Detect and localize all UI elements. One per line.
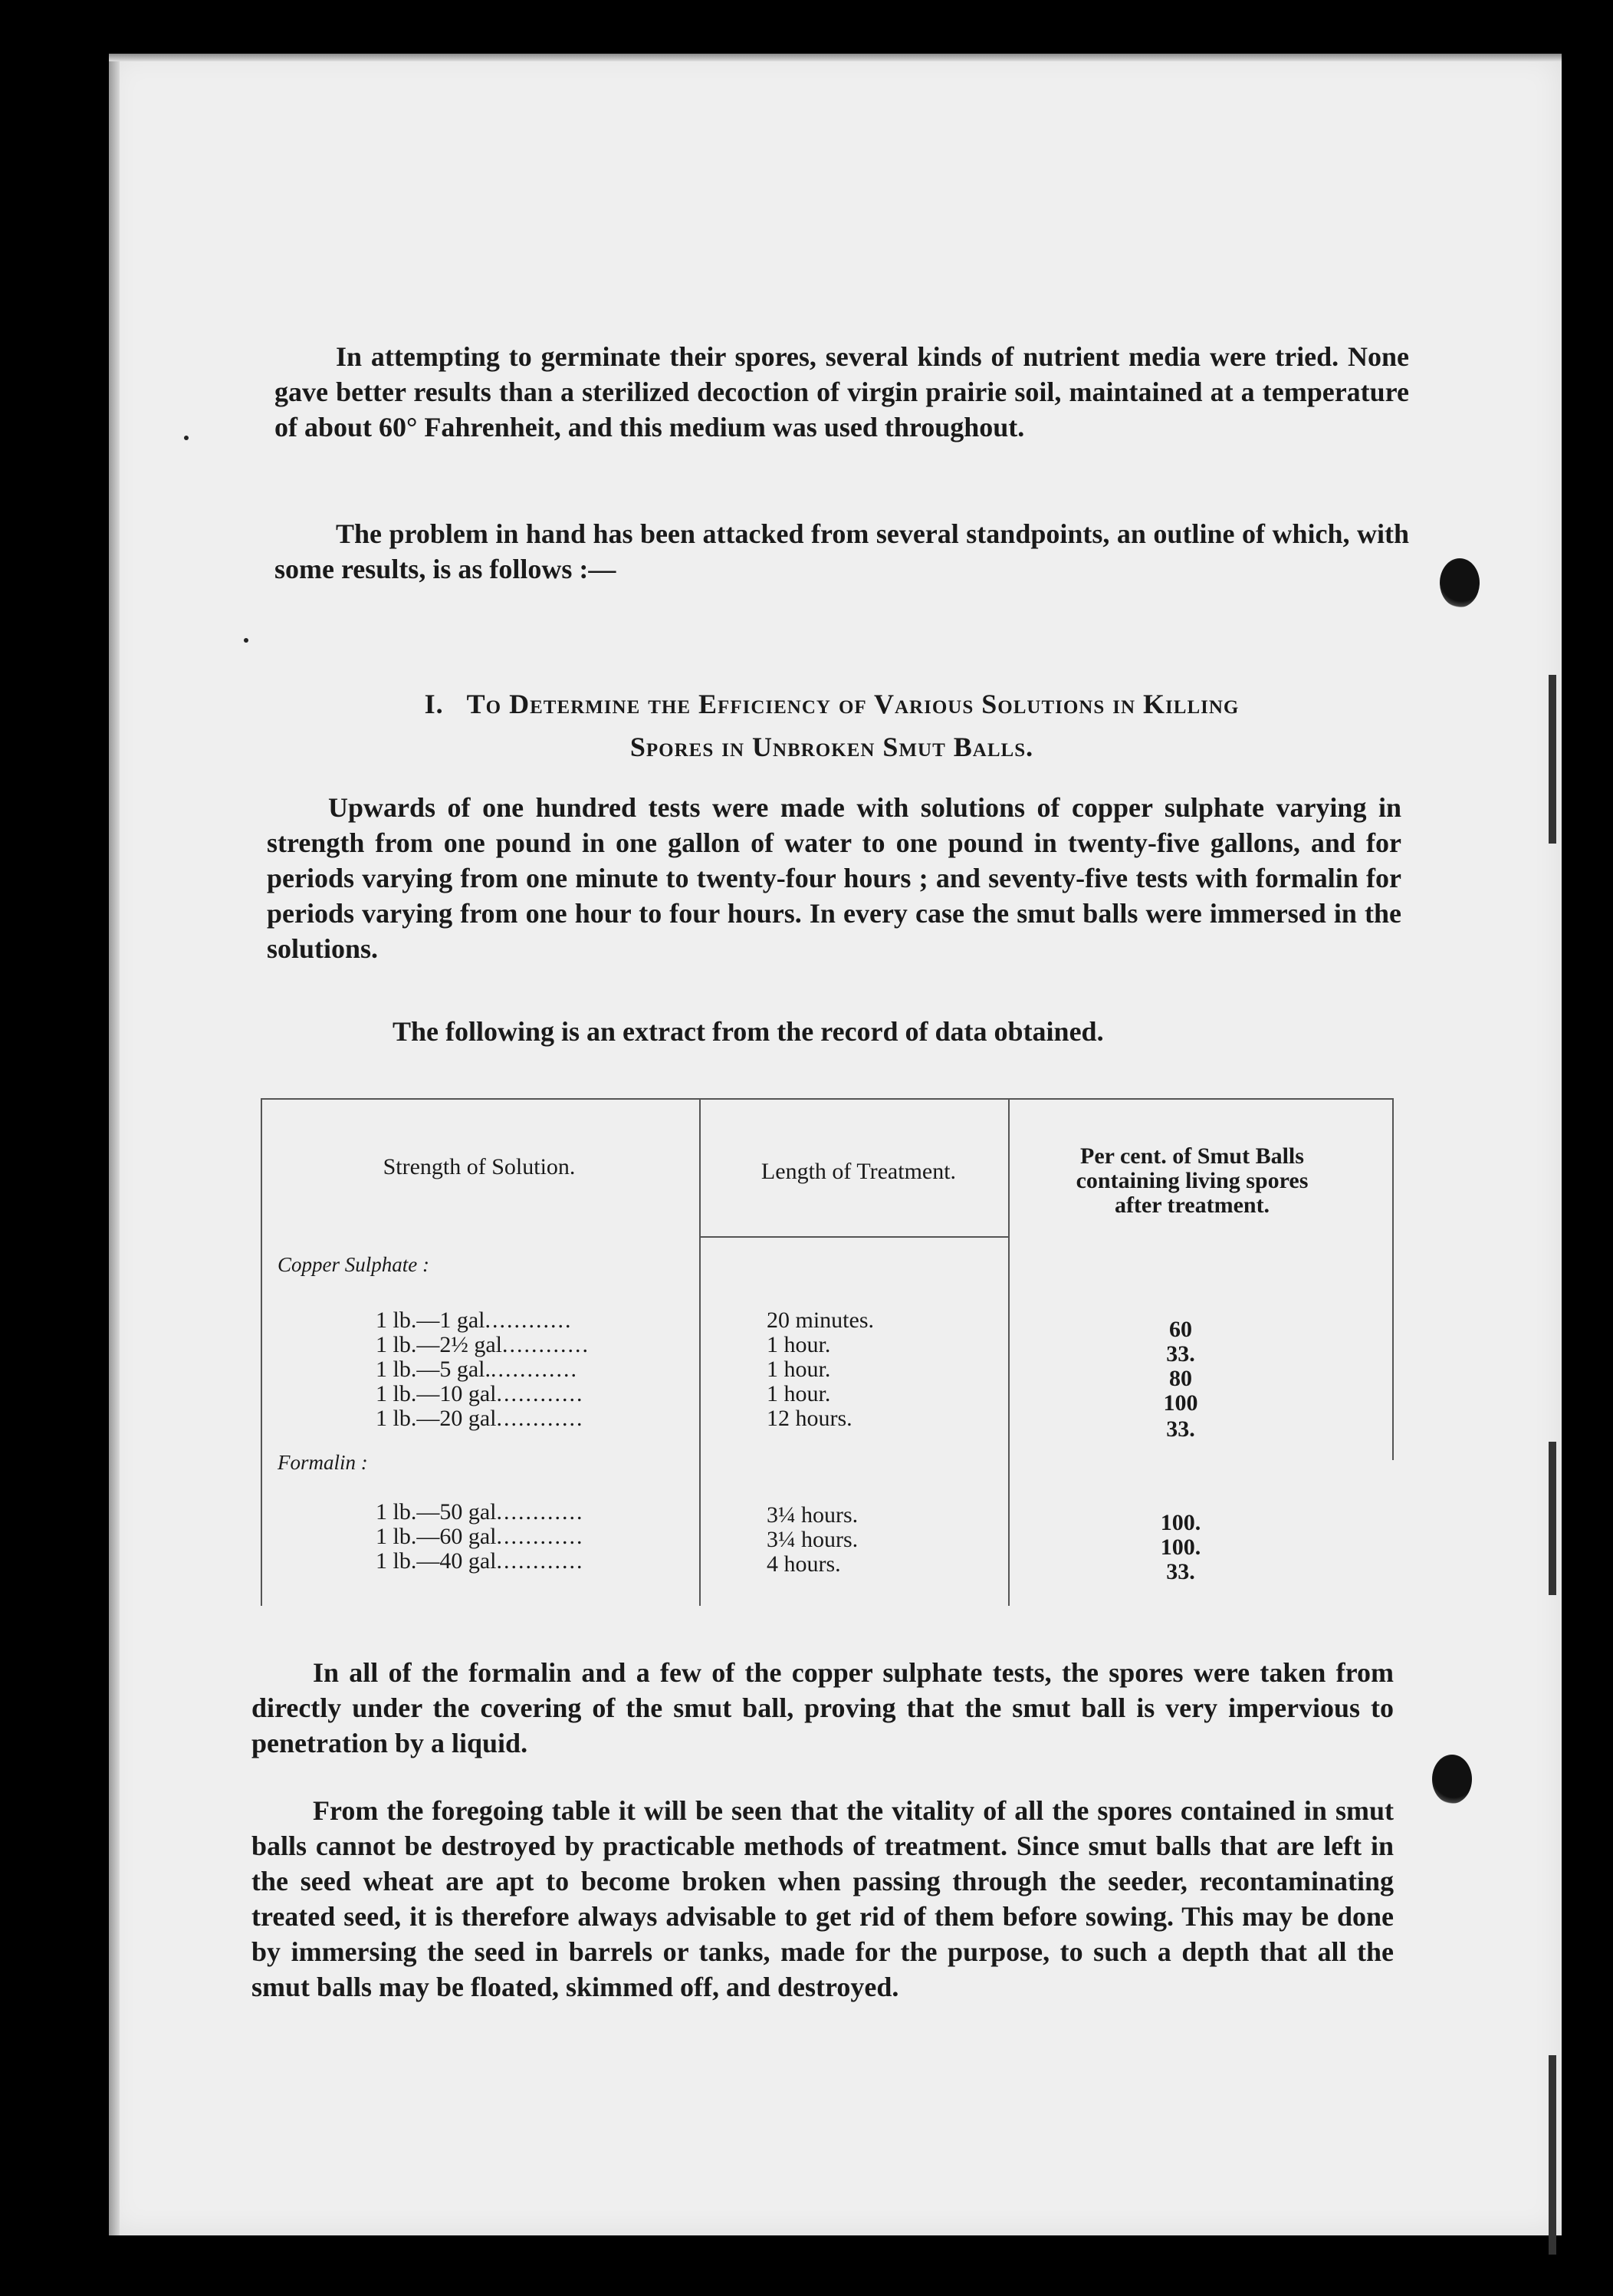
table-row-strength: 1 lb.—1 gal............ <box>376 1308 573 1333</box>
table-row-strength: 1 lb.—5 gal............. <box>376 1357 578 1382</box>
table-row-length: 4 hours. <box>767 1551 841 1577</box>
paragraph-germination: In attempting to germinate their spores, several kinds of nutrient media were tried. None gave better results than a sterilized decoction of virgin prairie soil, maintained at a temperature of about 60° Fahrenheit, and this medium was used throughout. <box>274 341 1409 442</box>
strength-cell: 1 lb.—2½ gal <box>376 1333 502 1357</box>
binding-edge <box>1549 675 1556 844</box>
header-percent-line1: Per cent. of Smut Balls <box>1080 1143 1304 1169</box>
group-label-formalin: Formalin : <box>278 1451 368 1474</box>
strength-cell: 1 lb.—1 gal <box>376 1308 485 1333</box>
heading-line-1: To Determine the Efficiency of Various Solutions in Killing <box>466 689 1240 719</box>
paragraph-formalin-tests: In all of the formalin and a few of the copper sulphate tests, the spores were taken from directly under the covering of the smut ball, proving that the smut ball is very impervious to penetration by a liquid. <box>251 1657 1394 1758</box>
table-row-percent: 80 <box>1169 1366 1192 1391</box>
table-row-length: 1 hour. <box>767 1381 831 1406</box>
strength-cell: 1 lb.—10 gal <box>376 1382 497 1406</box>
table-row-percent: 33. <box>1166 1559 1195 1584</box>
table-row-strength: 1 lb.—10 gal............ <box>376 1382 584 1406</box>
table-row-strength: 1 lb.—40 gal............ <box>376 1549 584 1574</box>
header-percent-line2: containing living spores <box>1076 1168 1309 1193</box>
strength-cell: 1 lb.—5 gal. <box>376 1357 491 1382</box>
header-percent <box>1020 1144 1365 1218</box>
table-row-percent: 60 <box>1169 1317 1192 1342</box>
strength-cell: 1 lb.—20 gal <box>376 1406 497 1431</box>
table-row-strength: 1 lb.—2½ gal............ <box>376 1333 590 1357</box>
group-label-copper: Copper Sulphate : <box>278 1253 429 1276</box>
header-strength: Strength of Solution. <box>383 1154 576 1179</box>
table-row-percent: 33. <box>1166 1416 1195 1442</box>
strength-cell: 1 lb.—50 gal <box>376 1500 497 1525</box>
table-row-strength: 1 lb.—50 gal............ <box>376 1500 584 1525</box>
table-divider-1 <box>699 1100 701 1606</box>
table-row-length: 12 hours. <box>767 1406 852 1431</box>
paragraph-conclusion: From the foregoing table it will be seen that the vitality of all the spores contained in smut balls cannot be destroyed by practicable methods of treatment. Since smut balls that are left in the seed wheat are apt to become broken when passing through the seeder, recontaminating treated seed, it is therefore always advisable to get rid of them before sowing. This may be done by immersing the seed in barrels or tanks, made for the purpose, to such a depth that all the smut balls may be floated, skimmed off, and destroyed. <box>251 1795 1394 2002</box>
paragraph-tests: Upwards of one hundred tests were made with solutions of copper sulphate varying in strength from one pound in one gallon of water to one pound in twenty-five gallons, and for periods varying from one minute to twenty-four hours ; and seventy-five tests with formalin for periods varying from one hour to four hours. In every case the smut balls were immersed in the solutions. <box>267 792 1401 964</box>
punch-hole-upper <box>1440 558 1480 607</box>
table-border-left <box>261 1100 262 1606</box>
header-length: Length of Treatment. <box>761 1159 957 1184</box>
header-percent-line3: after treatment. <box>1114 1192 1270 1218</box>
binding-edge-lower <box>1549 1442 1556 1595</box>
scan-speck <box>184 436 189 440</box>
table-row-length: 20 minutes. <box>767 1308 874 1333</box>
table-row-length: 1 hour. <box>767 1357 831 1382</box>
binding-edge-bottom <box>1549 2055 1556 2255</box>
strength-cell: 1 lb.—40 gal <box>376 1549 497 1574</box>
results-table <box>261 1098 1394 1606</box>
paragraph-problem: The problem in hand has been attacked from several standpoints, an outline of which, with some results, is as follows :— <box>274 518 1409 584</box>
table-border-right <box>1392 1100 1394 1460</box>
header-rule <box>699 1236 1010 1238</box>
table-row-length: 1 hour. <box>767 1332 831 1357</box>
table-row-strength: 1 lb.—20 gal............ <box>376 1406 584 1431</box>
table-divider-2 <box>1008 1100 1010 1606</box>
table-row-percent: 100. <box>1160 1535 1201 1560</box>
table-row-strength: 1 lb.—60 gal............ <box>376 1525 584 1549</box>
paragraph-extract: The following is an extract from the record of data obtained. <box>393 1016 1104 1047</box>
section-number: I. <box>424 689 444 719</box>
table-row-length: 3¼ hours. <box>767 1502 859 1528</box>
scan-speck-2 <box>244 638 248 643</box>
table-row-percent: 33. <box>1166 1341 1195 1367</box>
heading-line-2: Spores in Unbroken Smut Balls. <box>629 732 1034 762</box>
punch-hole-lower <box>1432 1755 1472 1804</box>
table-row-percent: 100 <box>1163 1390 1198 1416</box>
strength-cell: 1 lb.—60 gal <box>376 1525 497 1549</box>
table-row-percent: 100. <box>1160 1510 1201 1535</box>
section-heading <box>284 683 1380 768</box>
page-edge <box>109 54 120 2235</box>
page-edge-top <box>109 54 1562 61</box>
table-row-length: 3¼ hours. <box>767 1527 859 1552</box>
